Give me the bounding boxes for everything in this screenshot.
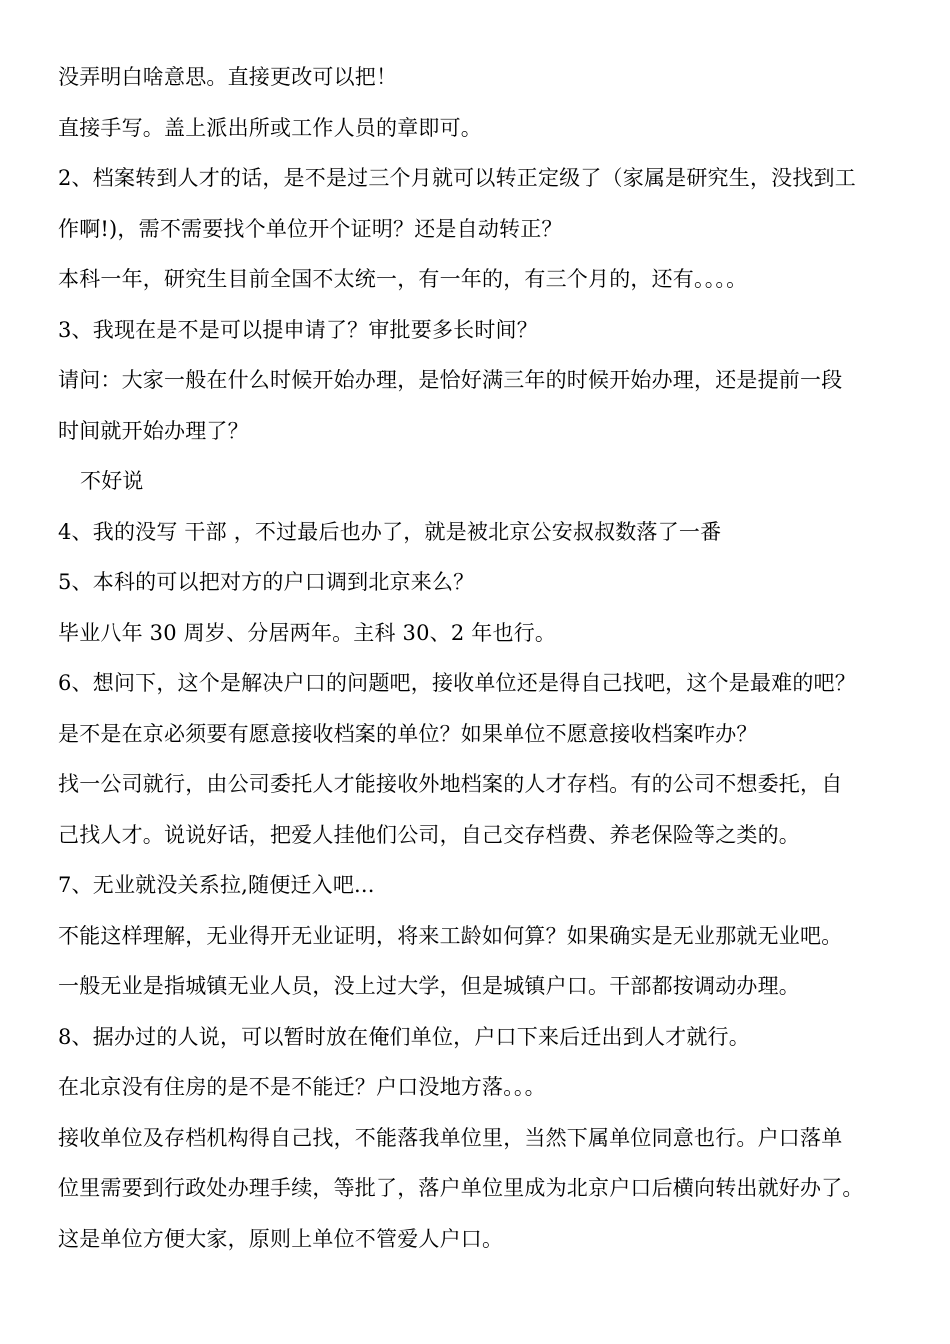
answer-line: 不好说	[80, 469, 144, 493]
answer-line: 位里需要到行政处办理手续，等批了，落户单位里成为北京户口后横向转出就好办了。	[58, 1176, 864, 1200]
question-line: 5、本科的可以把对方的户口调到北京来么？	[58, 570, 475, 594]
answer-line: 己找人才。说说好话，把爱人挂他们公司，自己交存档费、养老保险等之类的。	[58, 822, 800, 847]
question-line: 2、档案转到人才的话，是不是过三个月就可以转正定级了（家属是研究生，没找到工	[58, 166, 856, 190]
answer-line: 找一公司就行，由公司委托人才能接收外地档案的人才存档。有的公司不想委托，自	[58, 772, 843, 796]
question-line: 3、我现在是不是可以提申请了？审批要多长时间？	[58, 317, 538, 342]
answer-line: 这是单位方便大家，原则上单位不管爱人户口。	[58, 1226, 504, 1251]
question-line: 4、我的没写 干部 ，不过最后也办了，就是被北京公安叔叔数落了一番	[58, 519, 722, 544]
question-line: 6、想问下，这个是解决户口的问题吧，接收单位还是得自己找吧，这个是最难的吧？	[58, 671, 856, 695]
answer-line: 接收单位及存档机构得自己找，不能落我单位里，当然下属单位同意也行。户口落单	[58, 1125, 843, 1150]
question-line: 8、据办过的人说，可以暂时放在俺们单位，户口下来后迁出到人才就行。	[58, 1024, 750, 1049]
paragraph-line: 没弄明白啥意思。直接更改可以把！	[58, 65, 398, 89]
answer-line: 一般无业是指城镇无业人员，没上过大学，但是城镇户口。干部都按调动办理。	[58, 974, 800, 998]
paragraph-line: 请问：大家一般在什么时候开始办理，是恰好满三年的时候开始办理，还是提前一段	[58, 368, 843, 392]
question-line: 是不是在京必须要有愿意接收档案的单位？如果单位不愿意接收档案咋办？	[58, 721, 758, 746]
paragraph-line: 时间就开始办理了？	[58, 418, 249, 443]
answer-line: 本科一年，研究生目前全国不太统一，有一年的，有三个月的，还有。。。。	[58, 267, 748, 291]
paragraph-line: 直接手写。盖上派出所或工作人员的章即可。	[58, 115, 482, 140]
answer-line: 不能这样理解，无业得开无业证明，将来工龄如何算？如果确实是无业那就无业吧。	[58, 923, 843, 948]
question-line: 在北京没有住房的是不是不能迁？户口没地方落。。。	[58, 1075, 546, 1099]
question-line: 作啊!)，需不需要找个单位开个证明？还是自动转正？	[58, 216, 563, 241]
question-line: 7、无业就没关系拉,随便迁入吧...	[58, 873, 375, 897]
document-body	[58, 58, 898, 1270]
answer-line: 毕业八年 30 周岁、分居两年。主科 30、2 年也行。	[58, 620, 557, 645]
